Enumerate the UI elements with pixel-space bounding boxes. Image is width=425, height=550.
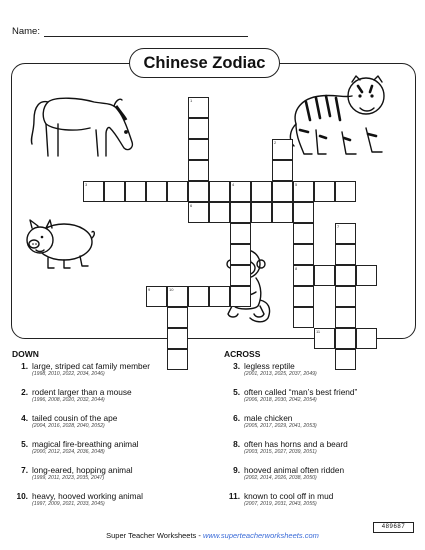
clue-num: 5.	[233, 387, 240, 397]
clue-years: (2000, 2012, 2024, 2036, 2048)	[32, 449, 105, 455]
grid-cell[interactable]	[272, 202, 293, 223]
grid-cell[interactable]	[335, 286, 356, 307]
grid-cell[interactable]	[188, 139, 209, 160]
clue-text: long-eared, hopping animal	[32, 465, 133, 475]
grid-cell[interactable]	[188, 97, 209, 118]
clue-years: (2005, 2017, 2029, 2041, 2053)	[244, 423, 317, 429]
grid-cell[interactable]	[188, 286, 209, 307]
clue-text: rodent larger than a mouse	[32, 387, 132, 397]
clue-item	[12, 465, 133, 482]
clue-item	[224, 491, 333, 508]
clue-num: 5.	[21, 439, 28, 449]
clue-years: (2004, 2016, 2028, 2040, 2052)	[32, 423, 105, 429]
clue-item	[224, 413, 317, 430]
clue-item	[12, 439, 139, 456]
grid-cell[interactable]	[230, 223, 251, 244]
clue-item	[224, 465, 344, 482]
grid-cell[interactable]	[335, 223, 356, 244]
grid-cell[interactable]	[209, 181, 230, 202]
grid-cell[interactable]	[356, 265, 377, 286]
clue-item	[224, 361, 317, 378]
grid-cell[interactable]	[293, 286, 314, 307]
worksheet-code: 489687	[373, 522, 414, 533]
grid-cell[interactable]	[335, 265, 356, 286]
clue-num: 10.	[16, 491, 28, 501]
grid-cell[interactable]	[188, 160, 209, 181]
clue-num: 4.	[21, 413, 28, 423]
clue-number: 2	[274, 140, 277, 145]
clue-number: 9	[148, 287, 151, 292]
grid-cell[interactable]	[293, 265, 314, 286]
clue-item	[12, 387, 132, 404]
grid-cell[interactable]	[188, 181, 209, 202]
grid-cell[interactable]	[335, 181, 356, 202]
grid-cell[interactable]	[314, 265, 335, 286]
grid-cell[interactable]	[272, 160, 293, 181]
clue-number: 11	[316, 329, 321, 334]
grid-cell[interactable]	[335, 244, 356, 265]
clue-num: 9.	[233, 465, 240, 475]
grid-cell[interactable]	[293, 202, 314, 223]
grid-cell[interactable]	[209, 202, 230, 223]
clue-number: 4	[232, 182, 235, 187]
clue-years: (1997, 2009, 2021, 2033, 2045)	[32, 501, 105, 507]
clue-item	[224, 387, 357, 404]
footer-url-link[interactable]: www.superteacherworksheets.com	[202, 531, 319, 540]
clue-num: 1.	[21, 361, 28, 371]
grid-cell[interactable]	[251, 181, 272, 202]
across-heading: ACROSS	[224, 349, 261, 359]
grid-cell[interactable]	[167, 328, 188, 349]
clue-text: large, striped cat family member	[32, 361, 151, 371]
grid-cell[interactable]	[293, 307, 314, 328]
footer-separator: -	[196, 531, 203, 540]
grid-cell[interactable]	[314, 181, 335, 202]
clue-years: (1999, 2011, 2023, 2035, 2047)	[32, 475, 105, 481]
footer	[0, 531, 425, 540]
clue-number: 8	[295, 266, 298, 271]
grid-cell[interactable]	[251, 202, 272, 223]
clue-years: (2002, 2014, 2026, 2038, 2050)	[244, 475, 317, 481]
grid-cell[interactable]	[188, 118, 209, 139]
clue-num: 2.	[21, 387, 28, 397]
grid-cell[interactable]	[293, 181, 314, 202]
clue-text: hooved animal often ridden	[244, 465, 345, 475]
clue-text: male chicken	[244, 413, 293, 423]
clue-text: known to cool off in mud	[244, 491, 334, 501]
grid-cell[interactable]	[314, 328, 335, 349]
clue-text: legless reptile	[244, 361, 295, 371]
clue-text: often called “man’s best friend”	[244, 387, 358, 397]
grid-cell[interactable]	[335, 328, 356, 349]
grid-cell[interactable]	[146, 286, 167, 307]
grid-cell[interactable]	[146, 181, 167, 202]
grid-cell[interactable]	[125, 181, 146, 202]
grid-cell[interactable]	[167, 181, 188, 202]
clue-number: 10	[169, 287, 174, 292]
grid-cell[interactable]	[209, 286, 230, 307]
grid-cell[interactable]	[293, 244, 314, 265]
clue-number: 1	[190, 98, 193, 103]
grid-cell[interactable]	[104, 181, 125, 202]
grid-cell[interactable]	[293, 223, 314, 244]
clue-text: magical fire-breathing animal	[32, 439, 139, 449]
clue-num: 3.	[233, 361, 240, 371]
clue-years: (2006, 2018, 2030, 2042, 2054)	[244, 397, 317, 403]
grid-cell[interactable]	[230, 265, 251, 286]
grid-cell[interactable]	[167, 286, 188, 307]
clue-number: 6	[190, 203, 193, 208]
clue-number: 3	[85, 182, 88, 187]
clue-years: (2007, 2019, 2031, 2043, 2055)	[244, 501, 317, 507]
clue-item	[12, 361, 150, 378]
across-clue-list	[224, 361, 419, 521]
grid-cell[interactable]	[230, 181, 251, 202]
grid-cell[interactable]	[272, 139, 293, 160]
clue-years: (1998, 2010, 2022, 2034, 2046)	[32, 371, 105, 377]
clue-item	[12, 413, 117, 430]
clue-num: 7.	[21, 465, 28, 475]
clue-text: heavy, hooved working animal	[32, 491, 143, 501]
clue-num: 6.	[233, 413, 240, 423]
grid-cell[interactable]	[356, 328, 377, 349]
page-title: Chinese Zodiac	[129, 48, 280, 78]
clue-item	[224, 439, 348, 456]
clue-item	[12, 491, 143, 508]
clue-number: 5	[295, 182, 298, 187]
clue-text: tailed cousin of the ape	[32, 413, 118, 423]
grid-cell[interactable]	[230, 202, 251, 223]
clue-years: (1996, 2008, 2020, 2032, 2044)	[32, 397, 105, 403]
grid-cell[interactable]	[230, 244, 251, 265]
clue-number: 7	[337, 224, 340, 229]
clue-num: 11.	[228, 491, 240, 501]
footer-site: Super Teacher Worksheets	[106, 531, 197, 540]
grid-cell[interactable]	[335, 307, 356, 328]
clue-text: often has horns and a beard	[244, 439, 348, 449]
grid-cell[interactable]	[272, 181, 293, 202]
clue-years: (2003, 2015, 2027, 2039, 2051)	[244, 449, 317, 455]
down-clue-list	[12, 361, 212, 521]
grid-cell[interactable]	[167, 307, 188, 328]
grid-cell[interactable]	[230, 286, 251, 307]
clue-num: 8.	[233, 439, 240, 449]
grid-cell[interactable]	[188, 202, 209, 223]
clue-years: (2001, 2013, 2025, 2037, 2049)	[244, 371, 317, 377]
grid-cell[interactable]	[83, 181, 104, 202]
down-heading: DOWN	[12, 349, 39, 359]
name-label: Name:	[12, 26, 40, 37]
